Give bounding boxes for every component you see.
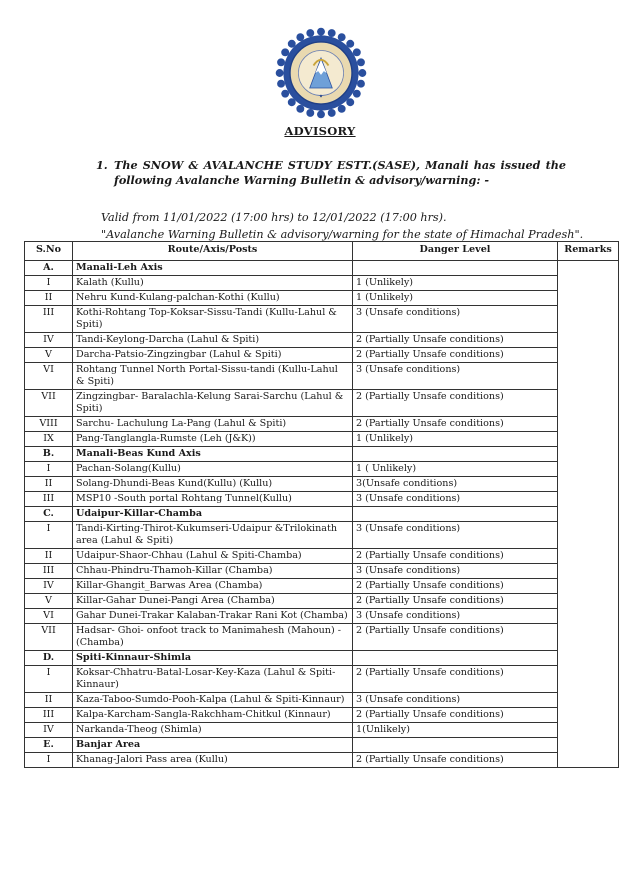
cell-danger: 2 (Partially Unsafe conditions) (353, 708, 558, 723)
cell-remarks (558, 363, 619, 390)
cell-danger: 3 (Unsafe conditions) (353, 492, 558, 507)
table-row (25, 594, 619, 609)
cell-remarks (558, 753, 619, 768)
cell-remarks (558, 261, 619, 276)
table-section-row (25, 261, 619, 276)
cell-sno: I (25, 753, 73, 768)
cell-sno: II (25, 549, 73, 564)
cell-danger: 2 (Partially Unsafe conditions) (353, 666, 558, 693)
cell-sno: III (25, 564, 73, 579)
cell-route: Kothi-Rohtang Top-Koksar-Sissu-Tandi (Kullu-Lahul & Spiti) (73, 306, 353, 333)
table-row (25, 417, 619, 432)
cell-remarks (558, 666, 619, 693)
cell-remarks (558, 492, 619, 507)
cell-danger (353, 447, 558, 462)
cell-sno: VI (25, 609, 73, 624)
table-row (25, 462, 619, 477)
cell-route: Hadsar- Ghoi- onfoot track to Manimahesh (Mahoun) -(Chamba) (73, 624, 353, 651)
cell-route: Darcha-Patsio-Zingzingbar (Lahul & Spiti) (73, 348, 353, 363)
cell-sno: VI (25, 363, 73, 390)
cell-remarks (558, 348, 619, 363)
cell-remarks (558, 651, 619, 666)
cell-sno: IV (25, 723, 73, 738)
sase-emblem-icon (274, 26, 368, 120)
cell-danger: 3 (Unsafe conditions) (353, 522, 558, 549)
cell-remarks (558, 723, 619, 738)
table-row (25, 348, 619, 363)
cell-sno: VII (25, 390, 73, 417)
cell-remarks (558, 432, 619, 447)
table-row (25, 624, 619, 651)
cell-sno: IV (25, 333, 73, 348)
cell-danger: 2 (Partially Unsafe conditions) (353, 753, 558, 768)
cell-route: Pang-Tanglangla-Rumste (Leh (J&K)) (73, 432, 353, 447)
cell-remarks (558, 417, 619, 432)
intro-paragraph (96, 158, 566, 188)
validity-text: Valid from 11/01/2022 (17:00 hrs) to 12/01/2022 (17:00 hrs). (101, 211, 447, 224)
table-row (25, 390, 619, 417)
cell-route: Narkanda-Theog (Shimla) (73, 723, 353, 738)
cell-danger: 2 (Partially Unsafe conditions) (353, 579, 558, 594)
intro-number: 1. (96, 158, 108, 172)
cell-route: Killar-Ghangit_Barwas Area (Chamba) (73, 579, 353, 594)
cell-route: Koksar-Chhatru-Batal-Losar-Key-Kaza (Lahul & Spiti-Kinnaur) (73, 666, 353, 693)
cell-remarks (558, 594, 619, 609)
table-row (25, 291, 619, 306)
cell-remarks (558, 462, 619, 477)
col-header-danger: Danger Level (353, 242, 558, 261)
cell-route: Rohtang Tunnel North Portal-Sissu-tandi (Kullu-Lahul & Spiti) (73, 363, 353, 390)
table-row (25, 753, 619, 768)
cell-route: Spiti-Kinnaur-Shimla (73, 651, 353, 666)
table-row (25, 723, 619, 738)
cell-danger: 1 (Unlikely) (353, 276, 558, 291)
cell-route: Gahar Dunei-Trakar Kalaban-Trakar Rani Kot (Chamba) (73, 609, 353, 624)
cell-sno: V (25, 348, 73, 363)
cell-danger: 2 (Partially Unsafe conditions) (353, 417, 558, 432)
cell-sno: II (25, 693, 73, 708)
table-row (25, 609, 619, 624)
table-header-row (25, 242, 619, 261)
table-row (25, 492, 619, 507)
cell-remarks (558, 693, 619, 708)
cell-sno: E. (25, 738, 73, 753)
cell-remarks (558, 306, 619, 333)
cell-sno: III (25, 492, 73, 507)
cell-route: Nehru Kund-Kulang-palchan-Kothi (Kullu) (73, 291, 353, 306)
table-section-row (25, 651, 619, 666)
table-row (25, 693, 619, 708)
cell-remarks (558, 738, 619, 753)
table-row (25, 306, 619, 333)
cell-danger: 3 (Unsafe conditions) (353, 306, 558, 333)
table-row (25, 708, 619, 723)
cell-danger: 3 (Unsafe conditions) (353, 564, 558, 579)
cell-sno: I (25, 462, 73, 477)
cell-remarks (558, 708, 619, 723)
table-section-row (25, 447, 619, 462)
cell-route: Manali-Leh Axis (73, 261, 353, 276)
cell-danger: 1 (Unlikely) (353, 432, 558, 447)
col-header-route: Route/Axis/Posts (73, 242, 353, 261)
cell-danger: 3 (Unsafe conditions) (353, 363, 558, 390)
intro-text: The SNOW & AVALANCHE STUDY ESTT.(SASE), Manali has issued the following Avalanche Warning Bulletin & advisory/warning: - (114, 158, 566, 187)
cell-route: Zingzingbar- Baralachla-Kelung Sarai-Sarchu (Lahul & Spiti) (73, 390, 353, 417)
cell-sno: II (25, 477, 73, 492)
cell-sno: II (25, 291, 73, 306)
cell-danger: 3 (Unsafe conditions) (353, 693, 558, 708)
cell-remarks (558, 291, 619, 306)
cell-sno: I (25, 276, 73, 291)
cell-remarks (558, 609, 619, 624)
cell-danger: 1(Unlikely) (353, 723, 558, 738)
cell-remarks (558, 276, 619, 291)
cell-danger: 2 (Partially Unsafe conditions) (353, 624, 558, 651)
table-section-row (25, 507, 619, 522)
page-title: ADVISORY (284, 124, 356, 138)
cell-danger: 1 ( Unlikely) (353, 462, 558, 477)
cell-route: Kaza-Taboo-Sumdo-Pooh-Kalpa (Lahul & Spiti-Kinnaur) (73, 693, 353, 708)
cell-remarks (558, 390, 619, 417)
cell-sno: IX (25, 432, 73, 447)
svg-text:★: ★ (318, 94, 324, 100)
cell-danger: 1 (Unlikely) (353, 291, 558, 306)
table-row (25, 666, 619, 693)
cell-route: Kalath (Kullu) (73, 276, 353, 291)
cell-route: Sarchu- Lachulung La-Pang (Lahul & Spiti) (73, 417, 353, 432)
bulletin-quote: "Avalanche Warning Bulletin & advisory/warning for the state of Himachal Pradesh". (101, 228, 584, 241)
cell-danger: 2 (Partially Unsafe conditions) (353, 549, 558, 564)
cell-sno: C. (25, 507, 73, 522)
table-row (25, 432, 619, 447)
col-header-remarks: Remarks (558, 242, 619, 261)
table-row (25, 564, 619, 579)
cell-remarks (558, 564, 619, 579)
cell-remarks (558, 579, 619, 594)
cell-route: Khanag-Jalori Pass area (Kullu) (73, 753, 353, 768)
cell-route: Udaipur-Shaor-Chhau (Lahul & Spiti-Chamba) (73, 549, 353, 564)
cell-sno: V (25, 594, 73, 609)
table-row (25, 333, 619, 348)
table-row (25, 276, 619, 291)
table-row (25, 579, 619, 594)
cell-route: Chhau-Phindru-Thamoh-Killar (Chamba) (73, 564, 353, 579)
table-row (25, 477, 619, 492)
cell-danger: 3(Unsafe conditions) (353, 477, 558, 492)
cell-route: Killar-Gahar Dunei-Pangi Area (Chamba) (73, 594, 353, 609)
cell-remarks (558, 522, 619, 549)
cell-sno: I (25, 522, 73, 549)
cell-sno: VII (25, 624, 73, 651)
cell-remarks (558, 507, 619, 522)
cell-remarks (558, 333, 619, 348)
cell-remarks (558, 447, 619, 462)
table-section-row (25, 738, 619, 753)
cell-route: Tandi-Kirting-Thirot-Kukumseri-Udaipur &Trilokinath area (Lahul & Spiti) (73, 522, 353, 549)
cell-danger: 3 (Unsafe conditions) (353, 609, 558, 624)
cell-sno: IV (25, 579, 73, 594)
advisory-table (24, 241, 619, 768)
cell-danger: 2 (Partially Unsafe conditions) (353, 594, 558, 609)
table-body (25, 261, 619, 768)
cell-sno: III (25, 708, 73, 723)
cell-sno: VIII (25, 417, 73, 432)
cell-danger (353, 261, 558, 276)
cell-route: Pachan-Solang(Kullu) (73, 462, 353, 477)
cell-danger (353, 651, 558, 666)
table-row (25, 363, 619, 390)
cell-danger (353, 738, 558, 753)
cell-route: Banjar Area (73, 738, 353, 753)
cell-sno: D. (25, 651, 73, 666)
cell-route: Kalpa-Karcham-Sangla-Rakchham-Chitkul (Kinnaur) (73, 708, 353, 723)
cell-remarks (558, 477, 619, 492)
cell-route: Tandi-Keylong-Darcha (Lahul & Spiti) (73, 333, 353, 348)
cell-route: MSP10 -South portal Rohtang Tunnel(Kullu) (73, 492, 353, 507)
cell-danger: 2 (Partially Unsafe conditions) (353, 333, 558, 348)
cell-route: Manali-Beas Kund Axis (73, 447, 353, 462)
cell-remarks (558, 549, 619, 564)
cell-remarks (558, 624, 619, 651)
cell-danger: 2 (Partially Unsafe conditions) (353, 348, 558, 363)
cell-sno: I (25, 666, 73, 693)
cell-sno: III (25, 306, 73, 333)
cell-route: Udaipur-Killar-Chamba (73, 507, 353, 522)
cell-danger: 2 (Partially Unsafe conditions) (353, 390, 558, 417)
table-row (25, 549, 619, 564)
col-header-sno: S.No (25, 242, 73, 261)
cell-route: Solang-Dhundi-Beas Kund(Kullu) (Kullu) (73, 477, 353, 492)
table-row (25, 522, 619, 549)
cell-sno: A. (25, 261, 73, 276)
cell-sno: B. (25, 447, 73, 462)
cell-danger (353, 507, 558, 522)
